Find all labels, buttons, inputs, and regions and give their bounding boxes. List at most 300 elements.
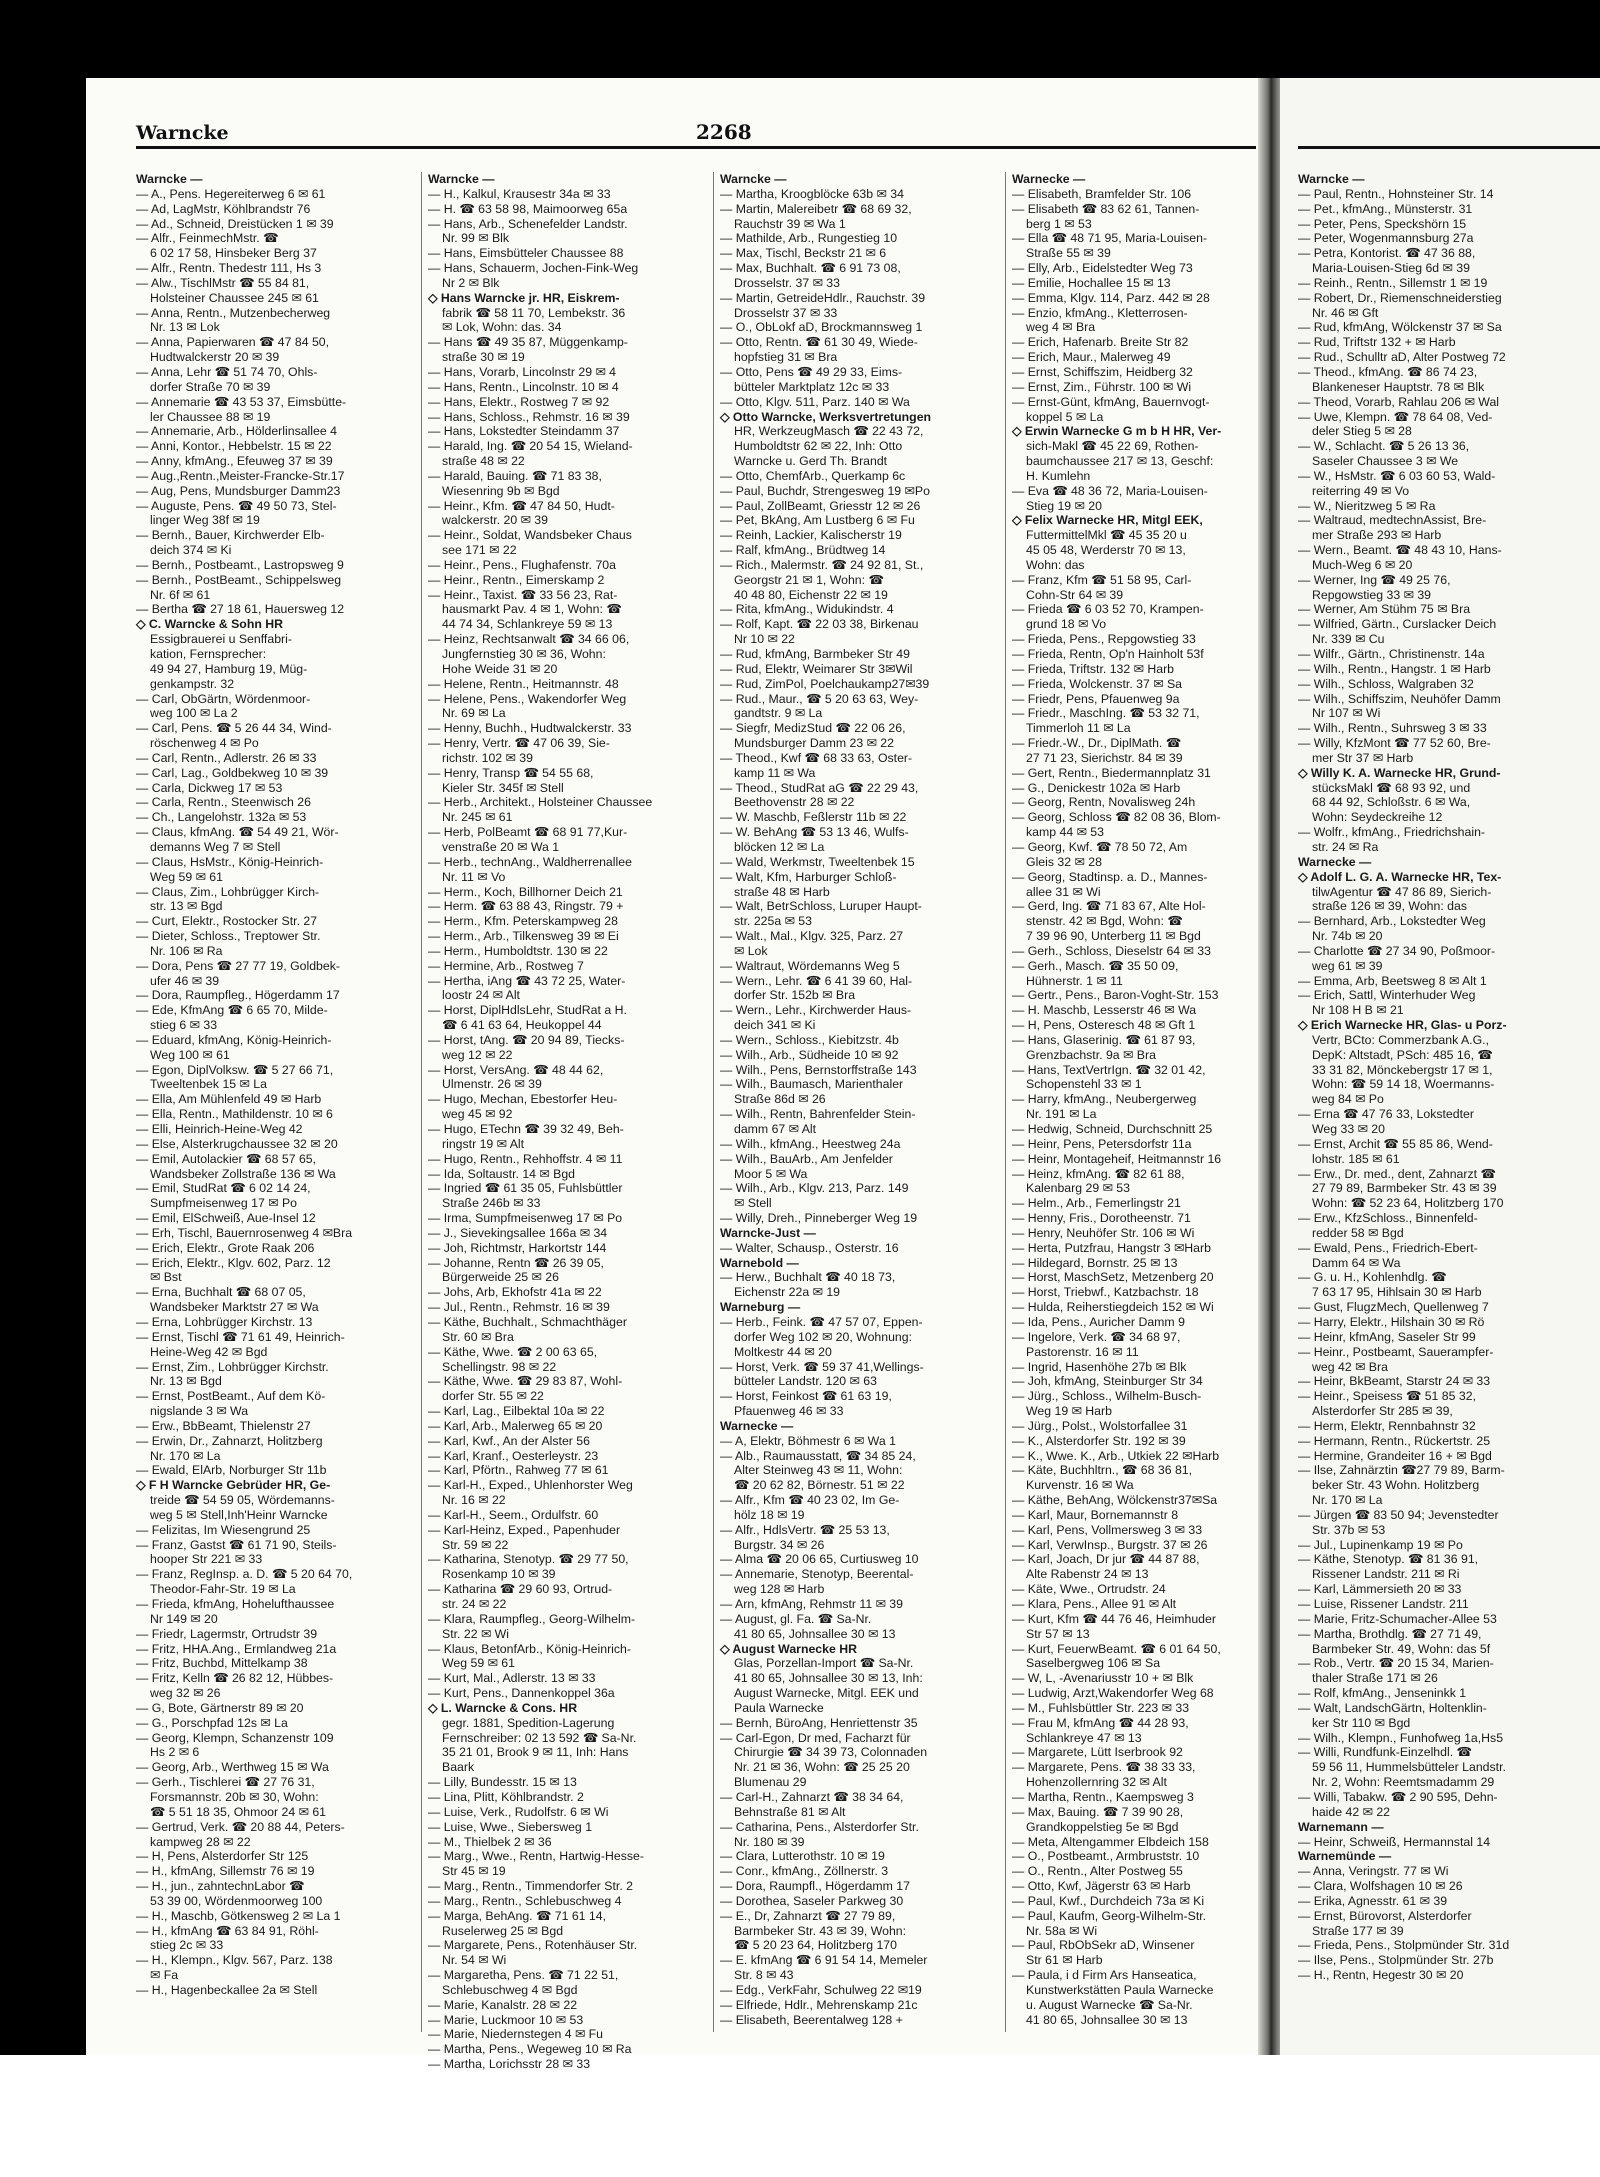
directory-entry: — Henry, Vertr. ☎ 47 06 39, Sie- [428, 736, 610, 751]
directory-entry: — Karl, Arb., Malerweg 65 ✉ 20 [428, 1418, 603, 1433]
directory-entry: — Horst, Verk. ☎ 59 37 41,Wellings- [720, 1359, 924, 1374]
directory-entry: — Erw., BbBeamt, Thielenstr 27 [136, 1418, 311, 1433]
directory-entry: — Bernh., PostBeamt., Schippelsweg [136, 572, 342, 587]
directory-entry: — Claus, HsMstr., König-Heinrich- [136, 854, 324, 869]
directory-entry: — Willi, Tabakw. ☎ 2 90 595, Dehn- [1298, 1789, 1498, 1804]
directory-entry: — Hedwig, Schneid, Durchschnitt 25 [1012, 1122, 1213, 1136]
column-2 [428, 172, 706, 2072]
entry-continuation: tilwAgentur ☎ 47 86 89, Sierich- [1312, 884, 1492, 899]
entry-continuation: Drosselstr. 37 ✉ 33 [734, 275, 840, 290]
entry-continuation: Ulmenstr. 26 ✉ 39 [442, 1077, 542, 1092]
directory-entry: — Claus, kfmAng. ☎ 54 49 21, Wör- [136, 825, 339, 840]
entry-continuation: ✉ Bst [150, 1270, 182, 1285]
directory-entry: — Carl-H., Zahnarzt ☎ 38 34 64, [720, 1789, 904, 1804]
entry-continuation: Grenzbachstr. 9a ✉ Bra [1026, 1047, 1156, 1062]
scan-border-top [0, 0, 1600, 78]
scan-margin-bottom [0, 2055, 1600, 2177]
directory-entry: — M., Fuhlsbüttler Str. 223 ✉ 33 [1012, 1700, 1190, 1715]
entry-continuation: Barmbeker Str. 49, Wohn: das 5f [1312, 1641, 1491, 1656]
surname-heading: Warncke — [1298, 172, 1365, 186]
directory-entry: — Hans, TextVertrIgn. ☎ 32 01 42, [1012, 1062, 1206, 1077]
entry-continuation: Nr. 191 ✉ La [1026, 1107, 1097, 1122]
directory-entry: — Eduard, kfmAng, König-Heinrich- [136, 1032, 332, 1047]
directory-entry: — Ad, LagMstr, Köhlbrandstr 76 [136, 201, 311, 216]
entry-continuation: 41 80 65, Johnsallee 30 ✉ 13 [1026, 2012, 1188, 2027]
directory-entry: — Heinr, BkBeamt, Starstr 24 ✉ 33 [1298, 1374, 1491, 1389]
entry-continuation: Nr. 245 ✉ 61 [442, 810, 513, 825]
directory-entry: — Käte, Buchhltrn., ☎ 68 36 81, [1012, 1463, 1193, 1478]
directory-entry: — Ernst, Bürovorst, Alsterdorfer [1298, 1908, 1472, 1923]
directory-entry: — Paul, RbObSekr aD, Winsener [1012, 1938, 1195, 1953]
directory-entry: — Katharina ☎ 29 60 93, Ortrud- [428, 1582, 613, 1597]
entry-continuation: weg 84 ✉ Po [1312, 1092, 1384, 1107]
entry-continuation: Str 57 ✉ 13 [1026, 1626, 1090, 1641]
directory-entry: — Herm. ☎ 63 88 43, Ringstr. 79 + [428, 899, 624, 914]
entry-continuation: sich-Makl ☎ 45 22 69, Rothen- [1026, 439, 1199, 454]
directory-entry: — Paula, i d Firm Ars Hanseatica, [1012, 1968, 1197, 1983]
directory-entry: — Herm., Humboldtstr. 130 ✉ 22 [428, 943, 608, 958]
directory-entry: — Wilh., Schloss, Walgraben 32 [1298, 676, 1474, 691]
entry-continuation: ker Str 110 ✉ Bgd [1312, 1715, 1411, 1730]
directory-entry: — Jul., Rentn., Rehmstr. 16 ✉ 39 [428, 1300, 610, 1315]
directory-entry: — Friedr, Pens, Pfauenweg 9a [1012, 691, 1180, 706]
entry-continuation: Hohe Weide 31 ✉ 20 [442, 661, 558, 676]
scan-border-left [0, 78, 86, 2055]
directory-entry: — Ad., Schneid, Dreistücken 1 ✉ 39 [136, 216, 334, 231]
directory-entry: — Heinr, kfmAng, Saseler Str 99 [1298, 1329, 1476, 1344]
directory-entry: — A., Pens. Hegereiterweg 6 ✉ 61 [136, 186, 326, 201]
directory-entry: — Max, Buchhalt. ☎ 6 91 73 08, [720, 261, 901, 276]
directory-entry: — Marie, Luckmoor 10 ✉ 53 [428, 2012, 584, 2027]
directory-entry: — Rud., Schulltr aD, Alter Postweg 72 [1298, 350, 1506, 365]
directory-entry: — Alfr., FeinmechMstr. ☎ [136, 231, 279, 246]
entry-continuation: Nr 149 ✉ 20 [150, 1611, 218, 1626]
directory-entry: — Rita, kfmAng., Widukindstr. 4 [720, 602, 894, 617]
directory-entry: — Marie, Kanalstr. 28 ✉ 22 [428, 1997, 578, 2012]
entry-continuation: Saselbergweg 106 ✉ Sa [1026, 1656, 1161, 1671]
directory-entry: — Carl, ObGärtn, Wördenmoor- [136, 691, 311, 706]
entry-continuation: Bürgerweide 25 ✉ 26 [442, 1270, 559, 1285]
entry-continuation: u. August Warnecke ☎ Sa-Nr. [1026, 1997, 1193, 2012]
directory-entry: — Bertha ☎ 27 18 61, Hauersweg 12 [136, 602, 345, 617]
entry-continuation: Humboldtstr 62 ✉ 22, Inh: Otto [734, 439, 903, 454]
entry-continuation: ✉ Lok, Wohn: das. 34 [442, 320, 562, 335]
directory-entry: — Willi, Rundfunk-Einzelhdl. ☎ [1298, 1745, 1472, 1760]
entry-continuation: Str. 8 ✉ 43 [734, 1968, 794, 1983]
directory-entry: — Hugo, Mechan, Ebestorfer Heu- [428, 1092, 618, 1107]
directory-entry: — Frieda, Wolckenstr. 37 ✉ Sa [1012, 676, 1183, 691]
entry-continuation: kampweg 28 ✉ 22 [150, 1834, 251, 1849]
entry-continuation: Str. 22 ✉ Wi [442, 1626, 510, 1641]
directory-entry: — Friedr., MaschIng. ☎ 53 32 71, [1012, 706, 1200, 721]
entry-continuation: Straße 246b ✉ 33 [442, 1196, 541, 1211]
directory-entry: — Martha, Pens., Wegeweg 10 ✉ Ra [428, 2042, 632, 2057]
directory-entry: — Harry, kfmAng., Neubergerweg [1012, 1092, 1197, 1107]
entry-continuation: Warncke u. Gerd Th. Brandt [734, 454, 888, 469]
entry-continuation: Maria-Louisen-Stieg 6d ✉ 39 [1312, 261, 1470, 276]
directory-entry: — Walter, Schausp., Osterstr. 16 [720, 1240, 899, 1255]
entry-continuation: richstr. 102 ✉ 39 [442, 750, 533, 765]
directory-entry: ◇ C. Warncke & Sohn HR [136, 617, 284, 632]
entry-continuation: ✉ Stell [734, 1196, 772, 1211]
directory-entry: — Gerh., Schloss, Dieselstr 64 ✉ 33 [1012, 943, 1211, 958]
directory-entry: — Marg., Wwe., Rentn, Hartwig-Hesse- [428, 1849, 644, 1864]
directory-entry: — Alfr., Rentn. Thedestr 111, Hs 3 [136, 261, 322, 276]
directory-entry: — Karl, Lag., Eilbektal 10a ✉ 22 [428, 1404, 605, 1419]
entry-continuation: Baark [442, 1760, 475, 1775]
directory-entry: — H. Maschb, Lesserstr 46 ✉ Wa [1012, 1003, 1197, 1018]
column-divider [713, 172, 714, 2032]
entry-continuation: Wohn: das [1026, 557, 1085, 572]
directory-entry: — J., Sievekingsallee 166a ✉ 34 [428, 1225, 608, 1240]
directory-entry: — Max, Bauing. ☎ 7 39 90 28, [1012, 1804, 1184, 1819]
directory-entry: — Bernh., Postbeamt., Lastropsweg 9 [136, 557, 344, 572]
directory-entry: — Alfr., HdlsVertr. ☎ 25 53 13, [720, 1522, 890, 1537]
entry-continuation: ☎ 20 62 82, Börnestr. 51 ✉ 22 [734, 1478, 905, 1493]
directory-entry: — Ernst, Zim., Führstr. 100 ✉ Wi [1012, 379, 1192, 394]
entry-continuation: Nr. 170 ✉ La [150, 1448, 221, 1463]
directory-entry: — Karl, Joach, Dr jur ☎ 44 87 88, [1012, 1552, 1200, 1567]
directory-entry: — Enzio, kfmAng., Kletterrosen- [1012, 305, 1188, 320]
entry-continuation: Jungfernstieg 30 ✉ 36, Wohn: [442, 647, 606, 661]
entry-continuation: ler Chaussee 88 ✉ 19 [150, 409, 271, 424]
directory-entry: — Rich., Malermstr. ☎ 24 92 81, St., [720, 557, 924, 572]
directory-entry: — Helene, Pens., Wakendorfer Weg [428, 691, 627, 706]
directory-entry: — Walt, Kfm, Harburger Schloß- [720, 869, 897, 884]
entry-continuation: Sumpfmeisenweg 17 ✉ Po [150, 1196, 298, 1211]
directory-entry: — Joh, Richtmstr, Harkortstr 144 [428, 1240, 607, 1255]
directory-entry: — Irma, Sumpfmeisenweg 17 ✉ Po [428, 1211, 623, 1226]
directory-entry: — Pet., kfmAng., Münsterstr. 31 [1298, 201, 1473, 216]
directory-entry: — W., Nieritzweg 5 ✉ Ra [1298, 498, 1436, 513]
entry-continuation: Wandsbeker Zollstraße 136 ✉ Wa [150, 1166, 336, 1181]
directory-entry: — Karl, Lämmersieth 20 ✉ 33 [1298, 1582, 1462, 1597]
directory-entry: — H., Hagenbeckallee 2a ✉ Stell [136, 1982, 318, 1997]
entry-continuation: 41 80 65, Johnsallee 30 ✉ 13, Inh: [734, 1671, 923, 1686]
directory-entry: — Alw., TischlMstr ☎ 55 84 81, [136, 275, 310, 290]
directory-entry: — Heinr., Rentn., Eimerskamp 2 [428, 572, 605, 587]
directory-entry: — H., kfmAng, Sillemstr 76 ✉ 19 [136, 1864, 315, 1879]
directory-entry: — Marie, Niedernstegen 4 ✉ Fu [428, 2027, 604, 2042]
directory-entry: — Harald, Bauing. ☎ 71 83 38, [428, 468, 602, 483]
directory-entry: — August, gl. Fa. ☎ Sa-Nr. [720, 1611, 872, 1626]
directory-entry: — Frieda, Triftstr. 132 ✉ Harb [1012, 661, 1175, 676]
directory-entry: — Käte, Wwe., Ortrudstr. 24 [1012, 1582, 1166, 1597]
directory-page [86, 78, 1266, 2072]
directory-entry: — E., Dr, Zahnarzt ☎ 27 79 89, [720, 1908, 896, 1923]
directory-entry: — Ch., Langelohstr. 132a ✉ 53 [136, 810, 307, 825]
directory-entry: — Karl-H., Exped., Uhlenhorster Weg [428, 1478, 633, 1493]
entry-continuation: weg 4 ✉ Bra [1026, 320, 1096, 335]
entry-continuation: reiterring 49 ✉ Vo [1312, 483, 1410, 498]
directory-entry: — Martin, Malereibetr ☎ 68 69 32, [720, 201, 912, 216]
directory-entry: — Erika, Agnesstr. 61 ✉ 39 [1298, 1893, 1448, 1908]
entry-continuation: Vertr, BCto: Commerzbank A.G., [1312, 1032, 1490, 1047]
directory-entry: — Heinr., Soldat, Wandsbeker Chaus [428, 528, 632, 543]
entry-continuation: Heine-Weg 42 ✉ Bgd [150, 1344, 268, 1359]
directory-entry: — Martha, Kroogblöcke 63b ✉ 34 [720, 186, 904, 201]
entry-continuation: Alte Rabenstr 24 ✉ 13 [1026, 1567, 1149, 1582]
entry-continuation: Schopenstehl 33 ✉ 1 [1026, 1077, 1142, 1092]
entry-continuation: Nr. 6f ✉ 61 [150, 587, 211, 602]
directory-entry: — Erw., KfzSchloss., Binnenfeld- [1298, 1211, 1478, 1226]
directory-entry: — K., Alsterdorfer Str. 192 ✉ 39 [1012, 1433, 1186, 1448]
directory-entry: — Herb., Architekt., Holsteiner Chaussee [428, 795, 653, 810]
entry-continuation: venstraße 20 ✉ Wa 1 [442, 839, 560, 854]
directory-entry: — Anna, Lehr ☎ 51 74 70, Ohls- [136, 364, 318, 379]
directory-entry: — Karl, Pens, Vollmersweg 3 ✉ 33 [1012, 1522, 1203, 1537]
directory-entry: — Karl, Kwf., An der Alster 56 [428, 1433, 590, 1448]
directory-entry: — Felizitas, Im Wiesengrund 25 [136, 1522, 311, 1537]
directory-entry: — Hans, Schloss., Rehmstr. 16 ✉ 39 [428, 409, 630, 424]
entry-continuation: grund 18 ✉ Vo [1026, 617, 1107, 632]
directory-entry: — Rud., Maur., ☎ 5 20 63 63, Wey- [720, 691, 919, 706]
directory-entry: — H. ☎ 63 58 98, Maimoorweg 65a [428, 201, 628, 216]
directory-entry: — Carla, Rentn., Steenwisch 26 [136, 795, 311, 810]
directory-entry: — Elisabeth, Bramfelder Str. 106 [1012, 186, 1192, 201]
entry-continuation: Nr. 99 ✉ Blk [442, 231, 510, 246]
entry-continuation: Schlankreye 47 ✉ 13 [1026, 1730, 1142, 1745]
entry-continuation: Rauchstr 39 ✉ Wa 1 [734, 216, 846, 231]
entry-continuation: Weg 33 ✉ 20 [1312, 1122, 1385, 1136]
entry-continuation: deich 374 ✉ Ki [150, 543, 232, 558]
surname-heading: Warnecke — [720, 1418, 794, 1433]
entry-continuation: Nr. 180 ✉ 39 [734, 1834, 805, 1849]
entry-continuation: Tweeltenbek 15 ✉ La [150, 1077, 267, 1092]
entry-continuation: gandtstr. 9 ✉ La [734, 706, 823, 721]
directory-entry: — Ida, Soltaustr. 14 ✉ Bgd [428, 1166, 576, 1181]
directory-entry: — Rolf, kfmAng., Jenseninkk 1 [1298, 1686, 1467, 1701]
directory-entry: — Hans, Glaserinig. ☎ 61 87 93, [1012, 1032, 1196, 1047]
entry-continuation: stücksMakl ☎ 68 93 92, und [1312, 780, 1471, 795]
directory-entry: — Theod., Kwf ☎ 68 33 63, Oster- [720, 750, 913, 765]
entry-continuation: beker Str. 43 Wohn. Holitzberg [1312, 1478, 1480, 1493]
directory-entry: — Erw., Dr. med., dent, Zahnarzt ☎ [1298, 1166, 1496, 1181]
directory-entry: — H., Maschb, Götkensweg 2 ✉ La 1 [136, 1908, 341, 1923]
directory-entry: — Ella, Am Mühlenfeld 49 ✉ Harb [136, 1092, 322, 1107]
directory-entry: — Hugo, Rentn., Rehhoffstr. 4 ✉ 11 [428, 1151, 623, 1166]
entry-continuation: genkampstr. 32 [150, 676, 235, 691]
directory-entry: — A, Elektr, Böhmestr 6 ✉ Wa 1 [720, 1433, 896, 1448]
directory-entry: — Werner, Ing ☎ 49 25 76, [1298, 572, 1451, 587]
entry-continuation: Nr. 69 ✉ La [442, 706, 506, 721]
directory-entry: — Horst, Feinkost ☎ 61 63 19, [720, 1389, 892, 1404]
facing-header-rule [1298, 146, 1600, 149]
entry-continuation: Weg 59 ✉ 61 [150, 869, 223, 884]
directory-entry: — Emil, StudRat ☎ 6 02 14 24, [136, 1181, 311, 1196]
surname-heading: Warnecke — [1298, 854, 1372, 869]
directory-entry: — Heinr., Postbeamt, Sauerampfer- [1298, 1344, 1494, 1359]
entry-continuation: weg 45 ✉ 92 [442, 1107, 513, 1122]
directory-entry: ◇ August Warnecke HR [720, 1641, 858, 1656]
directory-entry: — Ede, KfmAng ☎ 6 65 70, Milde- [136, 1003, 328, 1018]
entry-continuation: 27 71 23, Sierichstr. 84 ✉ 39 [1026, 750, 1183, 765]
directory-entry: — Edg., VerkFahr, Schulweg 22 ✉19 [720, 1982, 922, 1997]
column-4 [1012, 172, 1282, 2042]
facing-page [1280, 78, 1600, 2055]
entry-continuation: Much-Weg 6 ✉ 20 [1312, 557, 1413, 572]
entry-continuation: str. 24 ✉ Ra [1312, 839, 1379, 854]
directory-entry: — Wilh., Pens, Bernstorffstraße 143 [720, 1062, 917, 1077]
directory-entry: — Käthe, Buchhalt., Schmachthäger [428, 1314, 627, 1329]
directory-entry: — Käthe, BehAng, Wölckenstr37✉Sa [1012, 1493, 1218, 1508]
directory-entry: — Wilh., Baumasch, Marienthaler [720, 1077, 904, 1092]
directory-entry: — W., HsMstr. ☎ 6 03 60 53, Wald- [1298, 468, 1496, 483]
directory-entry: — Claus, Zim., Lohbrügger Kirch- [136, 884, 320, 899]
directory-entry: — Henry, Neuhöfer Str. 106 ✉ Wi [1012, 1225, 1195, 1240]
page-number: 2268 [696, 120, 752, 144]
directory-entry: — H., jun., zahntechnLabor ☎ [136, 1879, 305, 1894]
directory-entry: — H., Kalkul, Krausestr 34a ✉ 33 [428, 186, 611, 201]
entry-continuation: stenstr. 42 ✉ Bgd, Wohn: ☎ [1026, 914, 1183, 929]
running-head: Warncke [136, 122, 229, 144]
directory-entry: — Wern., Lehr., Kirchwerder Haus- [720, 1003, 912, 1018]
directory-entry: — Herta, Putzfrau, Hangstr 3 ✉Harb [1012, 1240, 1211, 1255]
entry-continuation: weg 32 ✉ 26 [150, 1686, 221, 1701]
directory-entry: — Rud, Triftstr 132 + ✉ Harb [1298, 335, 1456, 350]
entry-continuation: str. 13 ✉ Bgd [150, 899, 223, 914]
entry-continuation: Nr. 11 ✉ Vo [442, 869, 506, 884]
entry-continuation: treide ☎ 54 59 05, Wördemanns- [150, 1493, 335, 1508]
entry-continuation: Chirurgie ☎ 34 39 73, Colonnaden [734, 1745, 928, 1760]
header-rule [136, 146, 1256, 149]
entry-continuation: DepK: Altstadt, PSch: 485 16, ☎ [1312, 1047, 1493, 1062]
directory-entry: — Wilh., Rentn., Suhrsweg 3 ✉ 33 [1298, 721, 1487, 736]
directory-entry: — Wald, Werkmstr, Tweeltenbek 15 [720, 854, 915, 869]
directory-entry: — Margarete, Pens. ☎ 38 33 33, [1012, 1760, 1196, 1775]
entry-continuation: stieg 2c ✉ 33 [150, 1938, 224, 1953]
entry-continuation: Barmbeker Str. 43 ✉ 39, Wohn: [734, 1923, 907, 1938]
directory-entry: — Gerh., Masch. ☎ 35 50 09, [1012, 958, 1179, 973]
directory-entry: — Rud, Elektr, Weimarer Str 3✉Wil [720, 661, 913, 676]
directory-entry: — Otto, ChemfArb., Querkamp 6c [720, 468, 906, 483]
directory-entry: — Herm., Koch, Billhorner Deich 21 [428, 884, 623, 899]
surname-heading: Warnebold — [720, 1255, 799, 1270]
entry-continuation: dorfer Str. 55 ✉ 22 [442, 1389, 544, 1404]
entry-continuation: kamp 44 ✉ 53 [1026, 825, 1104, 840]
entry-continuation: ☎ 5 51 18 35, Ohmoor 24 ✉ 61 [150, 1804, 327, 1819]
directory-entry: — Robert, Dr., Riemenschneiderstieg [1298, 290, 1502, 305]
directory-entry: — Katharina, Stenotyp. ☎ 29 77 50, [428, 1552, 629, 1567]
entry-continuation: Saseler Chaussee 3 ✉ We [1312, 454, 1459, 469]
directory-entry: — Wilh., Klempn., Funhofweg 1a,Hs5 [1298, 1730, 1504, 1745]
directory-entry: — Conr., kfmAng., Zöllnerstr. 3 [720, 1864, 889, 1879]
directory-entry: — Heinr, Schweiß, Hermannstal 14 [1298, 1834, 1491, 1849]
entry-continuation: Nr. 2, Wohn: Reemtsmadamm 29 [1312, 1775, 1495, 1790]
entry-continuation: Nr. 339 ✉ Cu [1312, 632, 1385, 647]
directory-entry: — Ernst, Tischl ☎ 71 61 49, Heinrich- [136, 1329, 345, 1344]
entry-continuation: hölz 18 ✉ 19 [734, 1507, 805, 1522]
entry-continuation: Nr. 106 ✉ Ra [150, 943, 223, 958]
directory-entry: — Dorothea, Saseler Parkweg 30 [720, 1893, 904, 1908]
entry-continuation: Nr 2 ✉ Blk [442, 275, 500, 290]
directory-entry: — Jürgen ☎ 83 50 94; Jevenstedter [1298, 1507, 1499, 1522]
directory-entry: — W., Schlacht. ☎ 5 26 13 36, [1298, 439, 1470, 454]
directory-entry: — Hans, Schauerm, Jochen-Fink-Weg [428, 261, 639, 276]
directory-entry: — Ludwig, Arzt,Wakendorfer Weg 68 [1012, 1686, 1214, 1701]
column-5 [1298, 172, 1588, 2042]
directory-entry: — Catharina, Pens., Alsterdorfer Str. [720, 1819, 919, 1834]
directory-entry: — Luise, Rissener Landstr. 211 [1298, 1597, 1469, 1611]
directory-entry: — Ingelore, Verk. ☎ 34 68 97, [1012, 1329, 1181, 1344]
directory-entry: — G. u. H., Kohlenhdlg. ☎ [1298, 1270, 1447, 1285]
directory-entry: ◇ Adolf L. G. A. Warnecke HR, Tex- [1298, 869, 1502, 884]
directory-entry: — Anny, kfmAng., Efeuweg 37 ✉ 39 [136, 454, 333, 469]
directory-entry: — Anna, Papierwaren ☎ 47 84 50, [136, 335, 330, 350]
surname-heading: Warncke — [720, 172, 787, 186]
entry-continuation: Gleis 32 ✉ 28 [1026, 854, 1102, 869]
directory-entry: — Georg, Schloss ☎ 82 08 36, Blom- [1012, 810, 1221, 825]
directory-entry: — Gerd, Ing. ☎ 71 83 67, Alte Hol- [1012, 899, 1206, 914]
entry-continuation: loostr 24 ✉ Alt [442, 988, 520, 1003]
directory-entry: — Horst, DiplHdlsLehr, StudRat a H. [428, 1003, 627, 1018]
directory-entry: — Herb., Feink. ☎ 47 57 07, Eppen- [720, 1314, 923, 1329]
directory-entry: — Harry, Elektr., Hilshain 30 ✉ Rö [1298, 1314, 1485, 1329]
directory-entry: — Ella ☎ 48 71 95, Maria-Louisen- [1012, 231, 1208, 246]
entry-continuation: bütteler Landstr. 120 ✉ 63 [734, 1374, 877, 1389]
directory-entry: — Georg, Rentn, Novalisweg 24h [1012, 795, 1196, 810]
entry-continuation: dorfer Weg 102 ✉ 20, Wohnung: [734, 1329, 913, 1344]
entry-continuation: Nr 108 H B ✉ 21 [1312, 1003, 1404, 1018]
directory-entry: — Wern., Schloss., Kiebitzstr. 4b [720, 1032, 899, 1047]
directory-entry: — Rolf, Kapt. ☎ 22 03 38, Birkenau [720, 617, 919, 632]
directory-entry: — Emma, Klgv. 114, Parz. 442 ✉ 28 [1012, 290, 1210, 305]
directory-entry: — Annemarie ☎ 43 53 37, Eimsbütte- [136, 394, 347, 409]
directory-entry: — Erich, Maur., Malerweg 49 [1012, 350, 1171, 365]
directory-entry: — O., Postbeamt., Armbruststr. 10 [1012, 1849, 1200, 1864]
directory-entry: — Ernst, Zim., Lohbrügger Kirchstr. [136, 1359, 329, 1374]
entry-continuation: Forsmannstr. 20b ✉ 30, Wohn: [150, 1789, 319, 1804]
entry-continuation: see 171 ✉ 22 [442, 543, 517, 558]
directory-entry: — Willy, Dreh., Pinneberger Weg 19 [720, 1211, 918, 1226]
directory-entry: — K., Wwe. K., Arb., Utkiek 22 ✉Harb [1012, 1448, 1220, 1463]
entry-continuation: Weg 59 ✉ 61 [442, 1656, 515, 1671]
entry-continuation: baumchaussee 217 ✉ 13, Geschf: [1026, 454, 1214, 469]
directory-entry: — Hans, Vorarb, Lincolnstr 29 ✉ 4 [428, 364, 617, 379]
directory-entry: — Paul, Rentn., Hohnsteiner Str. 14 [1298, 186, 1494, 201]
directory-entry: — Franz, Kfm ☎ 51 58 95, Carl- [1012, 572, 1192, 587]
directory-entry: — Hertha, iAng ☎ 43 72 25, Water- [428, 973, 626, 988]
directory-entry: — Charlotte ☎ 27 34 90, Poßmoor- [1298, 943, 1496, 958]
directory-entry: — Carl, Lag., Goldbekweg 10 ✉ 39 [136, 765, 329, 780]
entry-continuation: 44 74 34, Schlankreye 59 ✉ 13 [442, 617, 613, 632]
directory-entry: — Frieda, kfmAng, Hohelufthaussee [136, 1597, 335, 1611]
directory-entry: ◇ Erich Warnecke HR, Glas- u Porz- [1298, 1018, 1507, 1033]
directory-entry: — Paul, Buchdr, Strengesweg 19 ✉Po [720, 483, 930, 498]
directory-entry: — Erna, Buchhalt ☎ 68 07 05, [136, 1285, 306, 1300]
directory-entry: — Wilfr., Gärtn., Christinenstr. 14a [1298, 647, 1485, 661]
directory-entry: ◇ Hans Warncke jr. HR, Eiskrem- [428, 290, 620, 305]
directory-entry: — Käthe, Stenotyp. ☎ 81 36 91, [1298, 1552, 1479, 1567]
directory-entry: — Theod., StudRat aG ☎ 22 29 43, [720, 780, 919, 795]
directory-entry: — Margarete, Pens., Rotenhäuser Str. [428, 1938, 638, 1953]
entry-continuation: Ruselerweg 25 ✉ Bgd [442, 1923, 564, 1938]
entry-continuation: 68 44 92, Schloßstr. 6 ✉ Wa, [1312, 795, 1471, 810]
directory-entry: — Max, Tischl, Beckstr 21 ✉ 6 [720, 246, 887, 261]
directory-entry: ◇ Otto Warncke, Werksvertretungen [720, 409, 932, 424]
directory-entry: — Auguste, Pens. ☎ 49 50 73, Stel- [136, 498, 337, 513]
directory-entry: — Hans ☎ 49 35 87, Müggenkamp- [428, 335, 628, 350]
directory-entry: — W, L, -Avenariusstr 10 + ✉ Blk [1012, 1671, 1194, 1686]
entry-continuation: 45 05 48, Werderstr 70 ✉ 13, [1026, 543, 1186, 558]
directory-entry: — Hulda, Reiherstiegdeich 152 ✉ Wi [1012, 1300, 1214, 1315]
entry-continuation: Kurvenstr. 16 ✉ Wa [1026, 1478, 1134, 1493]
directory-entry: — Kurt, Pens., Dannenkoppel 36a [428, 1686, 615, 1701]
directory-entry: — Heinr, Montageheif, Heitmannstr 16 [1012, 1151, 1222, 1166]
directory-entry: — Kurt, Kfm ☎ 44 76 46, Heimhuder [1012, 1611, 1216, 1626]
directory-entry: — Fritz, HHA.Ang., Ermlandweg 21a [136, 1641, 337, 1656]
entry-continuation: Beethovenstr 28 ✉ 22 [734, 795, 855, 810]
